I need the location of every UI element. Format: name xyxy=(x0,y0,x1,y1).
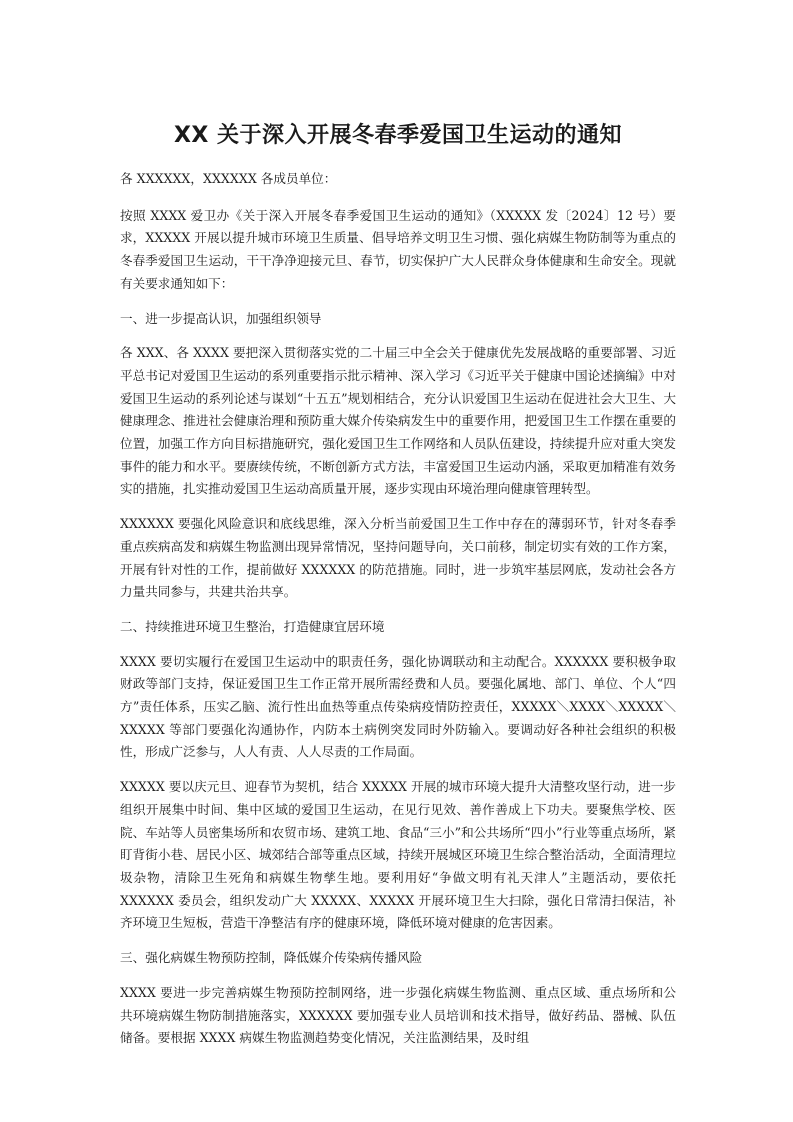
salutation: 各 XXXXXX，XXXXXX 各成员单位： xyxy=(120,171,337,186)
paragraph-3-1: XXXX 要进一步完善病媒生物预防控制网络，进一步强化病媒生物监测、重点区域、重点场所和公共环境病媒生物防制措施落实，XXXXXX 要加强专业人员培训和技术指导，做好药品、器械、队伍储备。要根据 XXXX 病媒生物监测趋势变化情况，关注监测结果，及时组 xyxy=(120,984,676,1046)
paragraph-2-2: XXXXX 要以庆元旦、迎春节为契机，结合 XXXXX 开展的城市环境大提升大清整攻坚行动，进一步组织开展集中时间、集中区域的爱国卫生运动，在见行见效、善作善成上下功夫。要聚焦学校、医院、车站等人员密集场所和农贸市场、建筑工地、食品“三小”和公共场所“四小”行业等重点场所，紧盯背街小巷、居民小区、城郊结合部等重点区域，持续开展城区环境卫生综合整治活动，全面清理垃圾杂物，清除卫生死角和病媒生物孳生地。要利用好“争做文明有礼天津人”主题活动，要依托 XXXXXX 委员会，组织发动广大 XXXXX、XXXXX 开展环境卫生大扫除，强化日常清扫保洁，补齐环境卫生短板，营造干净整洁有序的健康环境，降低环境对健康的危害因素。 xyxy=(120,779,676,931)
section-heading-3: 三、强化病媒生物预防控制，降低媒介传染病传播风险 xyxy=(120,950,423,966)
document-title: XX 关于深入开展冬春季爱国卫生运动的通知 xyxy=(173,123,623,148)
section-heading-1: 一、进一步提高认识，加强组织领导 xyxy=(120,310,322,326)
paragraph-1-2: XXXXXX 要强化风险意识和底线思维，深入分析当前爱国卫生工作中存在的薄弱环节，针对冬春季重点疾病高发和病媒生物监测出现异常情况，坚持问题导向，关口前移，制定切实有效的工作方案，开展有针对性的工作，提前做好 XXXXXX 的防范措施。同时，进一步筑牢基层网底，发动社会各方力量共同参与，共建共治共享。 xyxy=(120,516,676,600)
section-heading-2: 二、持续推进环境卫生整治，打造健康宜居环境 xyxy=(120,618,385,634)
paragraph-intro: 按照 XXXX 爱卫办《关于深入开展冬春季爱国卫生运动的通知》（XXXXX 发〔2024〕12 号）要求，XXXXX 开展以提升城市环境卫生质量、倡导培养文明卫生习惯、强化病媒生物防制等为重点的冬春季爱国卫生运动，干干净净迎接元旦、春节，切实保护广大人民群众身体健康和生命安全。现就有关要求通知如下： xyxy=(120,207,676,291)
document-page xyxy=(120,118,676,1062)
paragraph-1-1: 各 XXX、各 XXXX 要把深入贯彻落实党的二十届三中全会关于健康优先发展战略的重要部署、习近平总书记对爱国卫生运动的系列重要指示批示精神、深入学习《习近平关于健康中国论述摘编》中对爱国卫生运动的系列论述与谋划“十五五”规划相结合，充分认识爱国卫生运动在促进社会大卫生、大健康理念、推进社会健康治理和预防重大媒介传染病发生中的重要作用，把爱国卫生工作摆在重要的位置，加强工作方向目标措施研究，强化爱国卫生工作网络和人员队伍建设，持续提升应对重大突发事件的能力和水平。要赓续传统，不断创新方式方法，丰富爱国卫生运动内涵，采取更加精准有效务实的措施，扎实推动爱国卫生运动高质量开展，逐步实现由环境治理向健康管理转型。 xyxy=(120,345,676,497)
paragraph-2-1: XXXX 要切实履行在爱国卫生运动中的职责任务，强化协调联动和主动配合。XXXXXX 要积极争取财政等部门支持，保证爱国卫生工作正常开展所需经费和人员。要强化属地、部门、单位、个人“四方”责任体系，压实乙脑、流行性出血热等重点传染病疫情防控责任，XXXXX＼XXXX＼XXXXX＼XXXXX 等部门要强化沟通协作，内防本土病例突发同时外防输入。要调动好各种社会组织的积极性，形成广泛参与，人人有责、人人尽责的工作局面。 xyxy=(120,653,676,760)
